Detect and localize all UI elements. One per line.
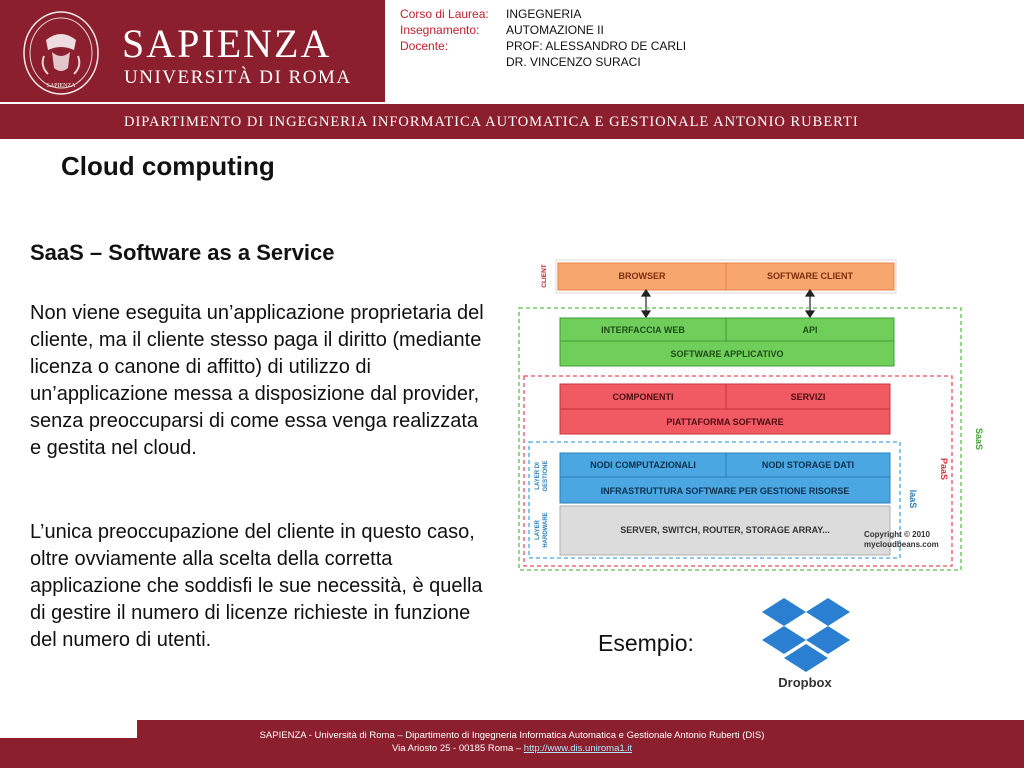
saas-label: SaaS (974, 427, 984, 451)
layer-gestione-label-2: GESTIONE (543, 460, 549, 492)
paragraph-2: L’unica preoccupazione del cliente in questo caso, oltre ovviamente alla scelta della corretta applicazione che soddisfi le sue necessità, è quella di gestire il numero di licenze richieste in funzione del numero di utenti. (30, 521, 483, 651)
footer-text (137, 729, 887, 755)
slide-title: Cloud computing (61, 151, 275, 181)
server-text: SERVER, SWITCH, ROUTER, STORAGE ARRAY... (620, 525, 830, 535)
course-info (400, 6, 686, 70)
software-client-text: SOFTWARE CLIENT (767, 271, 853, 281)
university-logo-panel (0, 0, 385, 102)
client-layer-label: CLIENT (541, 264, 548, 288)
footer-link[interactable]: http://www.dis.uniroma1.it (523, 743, 633, 754)
example-label: Esempio: (598, 630, 694, 656)
footer-line-1: SAPIENZA - Università di Roma – Dipartimento di Ingegneria Informatica Automatica e Gestionale Antonio Ruberti (DIS) (259, 730, 765, 741)
cloud-layers-diagram (514, 254, 984, 576)
paragraph-1: Non viene eseguita un’applicazione proprietaria del cliente, ma il cliente stesso paga il diritto (mediante licenza o canone di affitto) di utilizzo di un’applicazione messa a disposizione dal provider, senza preoccuparsi di come essa venga realizzata e gestita nel cloud. (30, 302, 484, 459)
api-text: API (802, 325, 818, 335)
layer-hardware-label-2: HARDWARE (543, 512, 549, 548)
dropbox-wordmark: Dropbox (778, 675, 832, 690)
footer-address: Via Ariosto 25 - 00185 Roma – (391, 743, 524, 754)
interfaccia-web-text: INTERFACCIA WEB (601, 325, 685, 335)
university-name: SAPIENZA (122, 21, 332, 66)
footer-left-band (0, 738, 137, 768)
servizi-text: SERVIZI (790, 392, 826, 402)
course-value: INGEGNERIA (506, 7, 582, 21)
componenti-text: COMPONENTI (612, 392, 674, 402)
browser-text: BROWSER (618, 271, 666, 281)
layer-gestione-label-1: LAYER DI (535, 462, 541, 490)
teacher-value-1: PROF: ALESSANDRO DE CARLI (506, 39, 687, 53)
layer-hardware-label-1: LAYER (535, 520, 541, 540)
teacher-value-2: DR. VINCENZO SURACI (506, 55, 641, 69)
course-label: Corso di Laurea: (400, 7, 489, 21)
subject-value: AUTOMAZIONE II (506, 23, 604, 37)
paas-label: PaaS (939, 457, 949, 481)
nodi-storage-text: NODI STORAGE DATI (761, 460, 855, 470)
university-subtitle: UNIVERSITÀ DI ROMA (124, 67, 352, 88)
seal-text: SAPIENZA (46, 83, 76, 89)
dropbox-logo-icon (756, 594, 856, 692)
copyright-line-1: Copyright © 2010 (864, 530, 930, 539)
footer-line-2 (137, 742, 887, 755)
software-applicativo-text: SOFTWARE APPLICATIVO (670, 349, 784, 359)
slide-subtitle: SaaS – Software as a Service (30, 240, 335, 265)
iaas-label: IaaS (908, 489, 918, 509)
teacher-label: Docente: (400, 39, 449, 53)
university-seal-icon (22, 10, 100, 96)
piattaforma-software-text: PIATTAFORMA SOFTWARE (666, 417, 784, 427)
nodi-computazionali-text: NODI COMPUTAZIONALI (590, 460, 696, 470)
copyright-line-2: mycloudbeans.com (864, 540, 939, 549)
infrastruttura-text: INFRASTRUTTURA SOFTWARE PER GESTIONE RISORSE (600, 486, 850, 496)
subject-label: Insegnamento: (400, 23, 480, 37)
department-name: DIPARTIMENTO DI INGEGNERIA INFORMATICA AUTOMATICA E GESTIONALE ANTONIO RUBERTI (124, 114, 859, 130)
